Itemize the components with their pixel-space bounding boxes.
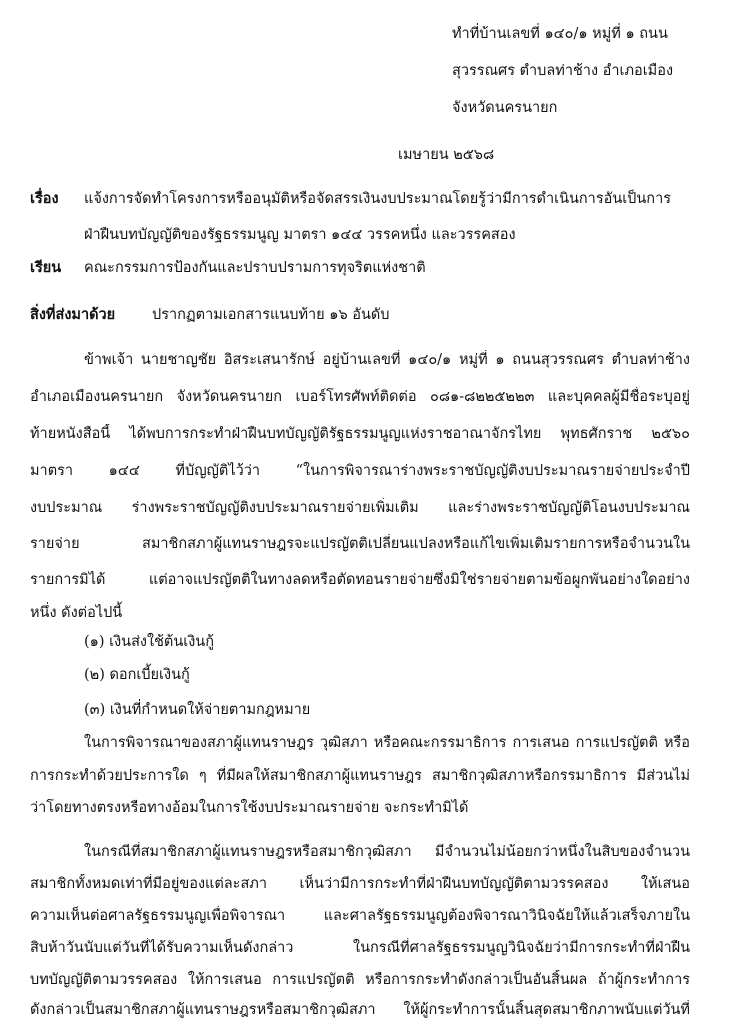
address-line-1: ทำที่บ้านเลขที่ ๑๔๐/๑ หมู่ที่ ๑ ถนน [452,26,668,42]
subject-label: เรื่อง [30,190,59,207]
paragraph-line: รายการมิได้ แต่อาจแปรญัตติในทางลดหรือตัดทอนรายจ่ายซึ่งมิใช่รายจ่ายตามข้อผูกพันอย่างใดอย่าง [30,572,690,588]
list-item: (๒) ดอกเบี้ยเงินกู้ [84,667,190,683]
paragraph-line: การกระทำด้วยประการใด ๆ ที่มีผลให้สมาชิกสภาผู้แทนราษฎร สมาชิกวุฒิสภาหรือกรรมาธิการ มีส่วนไม่ [30,768,690,784]
recipient-text: คณะกรรมการป้องกันและปราบปรามการทุจริตแห่งชาติ [84,260,426,276]
paragraph-line: ดังกล่าวเป็นสมาชิกสภาผู้แทนราษฎรหรือสมาชิกวุฒิสภา ให้ผู้กระทำการนั้นสิ้นสุดสมาชิกภาพนับแต่วันที่ [30,1002,690,1018]
subject-line-2: ฝ่าฝืนบทบัญญัติของรัฐธรรมนูญ มาตรา ๑๔๔ วรรคหนึ่ง และวรรคสอง [84,227,516,243]
paragraph-line: ในกรณีที่สมาชิกสภาผู้แทนราษฎรหรือสมาชิกวุฒิสภา มีจำนวนไม่น้อยกว่าหนึ่งในสิบของจำนวน [84,844,690,860]
paragraph-line: ในการพิจารณาของสภาผู้แทนราษฎร วุฒิสภา หรือคณะกรรมาธิการ การเสนอ การแปรญัตติ หรือ [84,735,690,751]
list-item: (๑) เงินส่งใช้ต้นเงินกู้ [84,634,214,650]
paragraph-line: อำเภอเมืองนครนายก จังหวัดนครนายก เบอร์โทรศัพท์ติดต่อ ๐๘๑-๘๒๒๕๒๒๓ และบุคคลผู้มีชื่อระบุอยู่ [30,389,690,405]
paragraph-line: บทบัญญัติตามวรรคสอง ให้การเสนอ การแปรญัตติ หรือการกระทำดังกล่าวเป็นอันสิ้นผล ถ้าผู้กระทำการ [30,972,690,988]
letter-date: เมษายน ๒๕๖๘ [398,147,495,163]
paragraph-line: สมาชิกทั้งหมดเท่าที่มีอยู่ของแต่ละสภา เห็นว่ามีการกระทำที่ฝ่าฝืนบทบัญญัติตามวรรคสอง ให้เสนอ [30,876,690,892]
paragraph-line: สิบห้าวันนับแต่วันที่ได้รับความเห็นดังกล่าว ในกรณีที่ศาลรัฐธรรมนูญวินิจฉัยว่ามีการกระทำที่ฝ่าฝืน [30,940,690,956]
paragraph-line: ว่าโดยทางตรงหรือทางอ้อมในการใช้งบประมาณรายจ่าย จะกระทำมิได้ [30,800,469,816]
list-item: (๓) เงินที่กำหนดให้จ่ายตามกฎหมาย [84,702,311,718]
recipient-label: เรียน [30,259,62,276]
subject-line-1: แจ้งการจัดทำโครงการหรืออนุมัติหรือจัดสรรเงินงบประมาณโดยรู้ว่ามีการดำเนินการอันเป็นการ [84,191,672,207]
paragraph-line: หนึ่ง ดังต่อไปนี้ [30,605,123,621]
paragraph-line: มาตรา ๑๔๔ ที่บัญญัติไว้ว่า “ในการพิจารณาร่างพระราชบัญญัติงบประมาณรายจ่ายประจำปี [30,463,690,479]
paragraph-line: รายจ่าย สมาชิกสภาผู้แทนราษฎรจะแปรญัตติเปลี่ยนแปลงหรือแก้ไขเพิ่มเติมรายการหรือจำนวนใน [30,536,690,552]
paragraph-line: ข้าพเจ้า นายชาญชัย อิสระเสนารักษ์ อยู่บ้านเลขที่ ๑๔๐/๑ หมู่ที่ ๑ ถนนสุวรรณศร ตำบลท่าช้าง [84,352,690,368]
paragraph-line: งบประมาณ ร่างพระราชบัญญัติงบประมาณรายจ่ายเพิ่มเติม และร่างพระราชบัญญัติโอนงบประมาณ [30,500,690,516]
address-line-2: สุวรรณศร ตำบลท่าช้าง อำเภอเมือง [452,63,674,79]
paragraph-line: ความเห็นต่อศาลรัฐธรรมนูญเพื่อพิจารณา และศาลรัฐธรรมนูญต้องพิจารณาวินิจฉัยให้แล้วเสร็จภายใน [30,908,690,924]
enclosure-label: สิ่งที่ส่งมาด้วย [30,306,116,323]
paragraph-line: ท้ายหนังสือนี้ ได้พบการกระทำฝ่าฝืนบทบัญญัติรัฐธรรมนูญแห่งราชอาณาจักรไทย พุทธศักราช ๒๕๖๐ [30,426,690,442]
address-line-3: จังหวัดนครนายก [452,100,558,116]
enclosure-text: ปรากฏตามเอกสารแนบท้าย ๑๖ อันดับ [152,307,390,323]
